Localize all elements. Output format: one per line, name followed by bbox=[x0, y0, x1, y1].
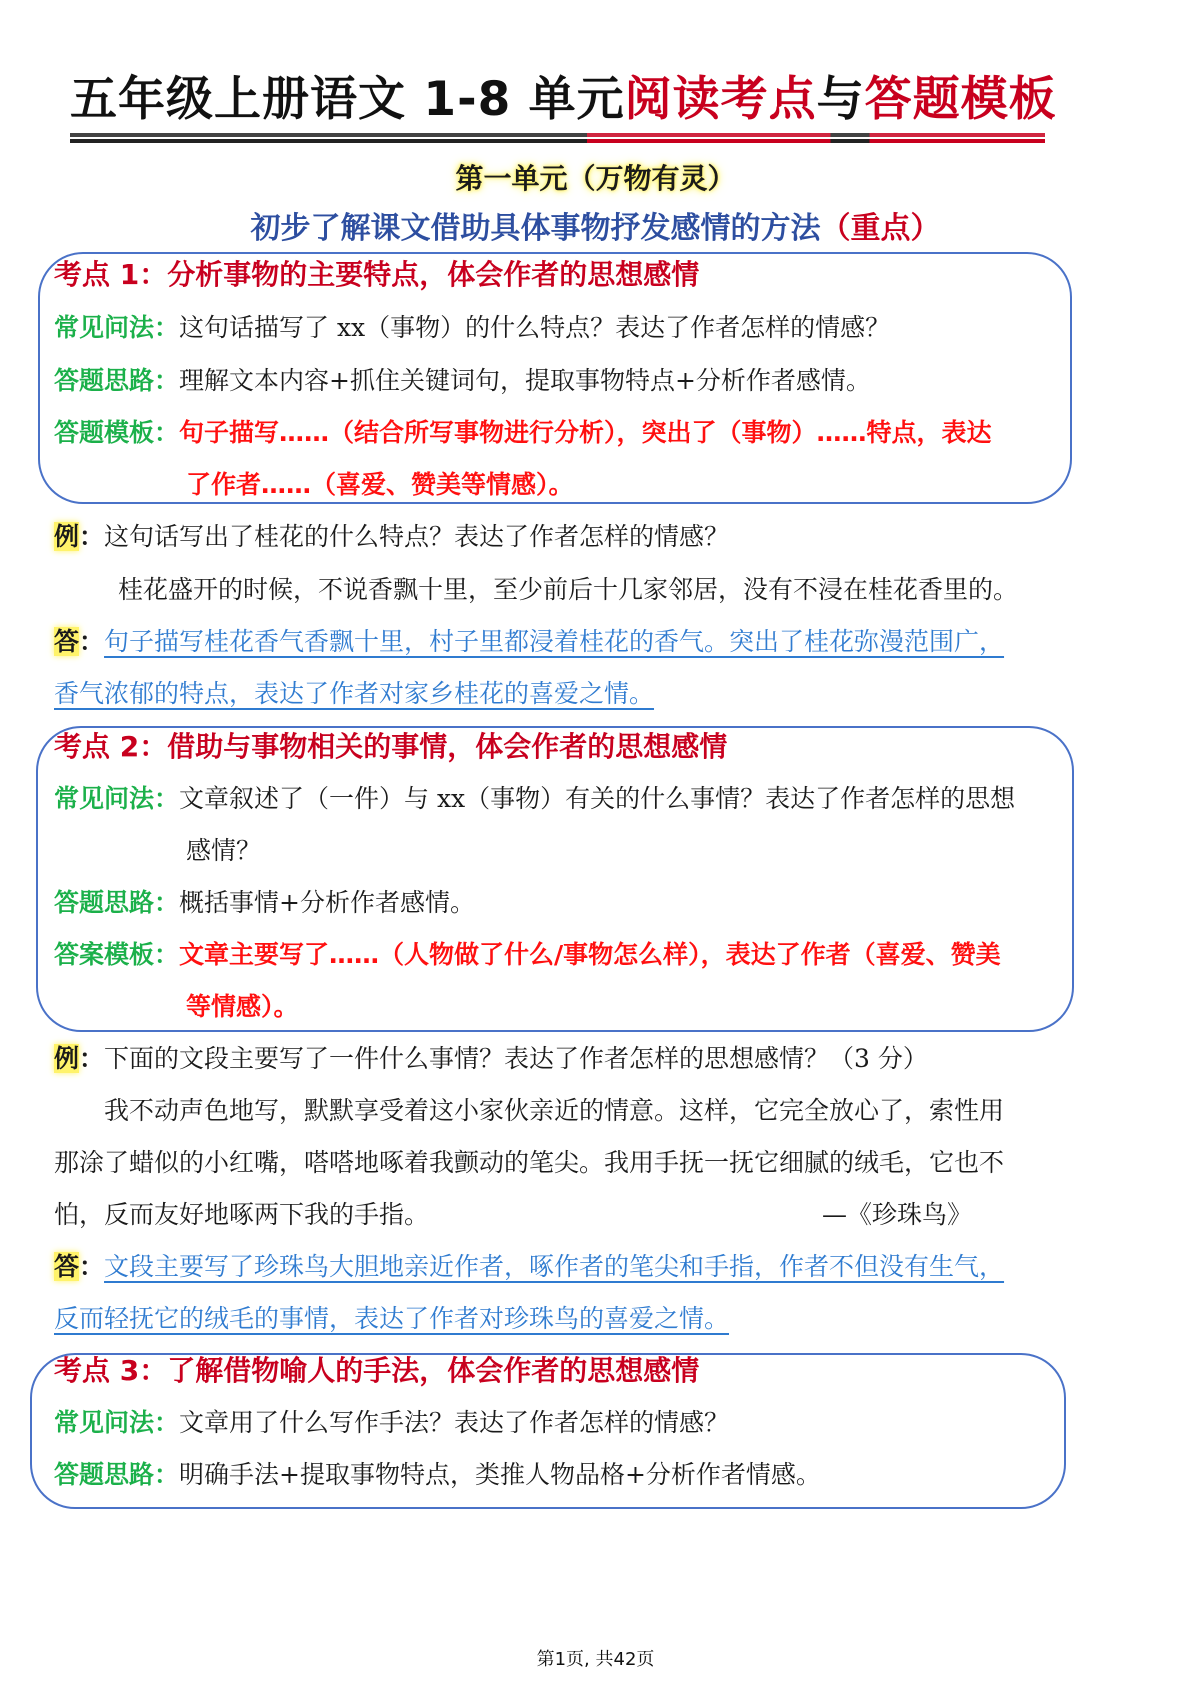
common-q-text-line2: 感情？ bbox=[186, 836, 262, 865]
document-title bbox=[70, 70, 1057, 130]
colon: ： bbox=[79, 1044, 105, 1073]
answer-template-label: 答案模板： bbox=[54, 940, 180, 969]
example-question-text: 下面的文段主要写了一件什么事情？表达了作者怎样的思想感情？（3 分） bbox=[104, 1044, 928, 1073]
page-number: 第1页, 共42页 bbox=[536, 1649, 655, 1670]
example-1-passage: 桂花盛开的时候，不说香飘十里，至少前后十几家邻居，没有不浸在桂花香里的。 bbox=[118, 575, 1019, 604]
answer-text-line1: 文段主要写了珍珠鸟大胆地亲近作者，啄作者的笔尖和手指，作者不但没有生气， bbox=[104, 1252, 1005, 1281]
colon: ： bbox=[79, 627, 105, 656]
example-label: 例 bbox=[54, 522, 80, 551]
colon: ： bbox=[79, 1252, 105, 1281]
example-2-passage-line3: 怕，反而友好地啄两下我的手指。 bbox=[54, 1200, 430, 1229]
template-text-line1: 句子描写……（结合所写事物进行分析），突出了（事物）……特点，表达 bbox=[179, 418, 992, 447]
colon: ： bbox=[79, 522, 105, 551]
unit-focus bbox=[0, 203, 1191, 247]
answer-label: 答 bbox=[54, 1252, 80, 1281]
common-q-text-line1: 文章叙述了（一件）与 xx（事物）有关的什么事情？表达了作者怎样的思想 bbox=[179, 784, 1016, 813]
document-title-block bbox=[70, 70, 1057, 140]
approach-label: 答题思路： bbox=[54, 366, 180, 395]
unit-focus-text: 初步了解课文借助具体事物抒发感情的方法 bbox=[250, 211, 821, 246]
common-q-label: 常见问法： bbox=[54, 1408, 180, 1437]
answer-label: 答 bbox=[54, 627, 80, 656]
kaodian-3-heading: 考点 3：了解借物喻人的手法，体会作者的思想感情 bbox=[54, 1354, 700, 1387]
title-part-reading-points: 阅读考点 bbox=[624, 72, 817, 127]
kaodian-1-approach bbox=[54, 364, 871, 398]
unit-title bbox=[0, 157, 1191, 197]
kaodian-2-box bbox=[36, 726, 1074, 1032]
common-q-label: 常见问法： bbox=[54, 313, 180, 342]
approach-text: 理解文本内容+抓住关键词句，提取事物特点+分析作者感情。 bbox=[179, 366, 871, 395]
title-part-and: 与 bbox=[816, 72, 865, 127]
kaodian-1-template bbox=[54, 416, 992, 450]
approach-label: 答题思路： bbox=[54, 1460, 180, 1489]
title-underline-bottom bbox=[70, 139, 1045, 143]
template-text-line2: 等情感）。 bbox=[186, 992, 299, 1021]
example-2-question bbox=[54, 1042, 928, 1076]
template-label: 答题模板： bbox=[54, 418, 180, 447]
unit-title-text: 第一单元（万物有灵） bbox=[455, 162, 736, 195]
approach-text: 明确手法+提取事物特点，类推人物品格+分析作者情感。 bbox=[179, 1460, 821, 1489]
example-label: 例 bbox=[54, 1044, 80, 1073]
example-2-answer-line1 bbox=[54, 1250, 1004, 1284]
template-text-line1: 文章主要写了……（人物做了什么/事物怎么样），表达了作者（喜爱、赞美 bbox=[179, 940, 1001, 969]
example-1-question bbox=[54, 520, 729, 554]
approach-label: 答题思路： bbox=[54, 888, 180, 917]
kaodian-3-approach bbox=[54, 1458, 821, 1492]
kaodian-2-template bbox=[54, 938, 1001, 972]
kaodian-2-approach bbox=[54, 886, 475, 920]
kaodian-2-common-q bbox=[54, 782, 1015, 816]
example-1-answer-line1 bbox=[54, 625, 1004, 659]
title-part-grade: 五年级上册语文 1-8 单元 bbox=[70, 72, 625, 127]
unit-focus-key: （重点） bbox=[820, 211, 941, 246]
common-q-text: 这句话描写了 xx（事物）的什么特点？表达了作者怎样的情感？ bbox=[179, 313, 891, 342]
kaodian-1-common-q bbox=[54, 311, 890, 345]
example-2-source: —《珍珠鸟》 bbox=[822, 1200, 973, 1229]
template-text-line2: 了作者……（喜爱、赞美等情感）。 bbox=[186, 470, 574, 499]
kaodian-3-common-q bbox=[54, 1406, 729, 1440]
answer-text-line1: 句子描写桂花香气香飘十里，村子里都浸着桂花的香气。突出了桂花弥漫范围广， bbox=[104, 627, 1005, 656]
title-part-answer-templates: 答题模板 bbox=[864, 72, 1057, 127]
kaodian-1-heading: 考点 1：分析事物的主要特点，体会作者的思想感情 bbox=[54, 258, 700, 291]
example-question-text: 这句话写出了桂花的什么特点？表达了作者怎样的情感？ bbox=[104, 522, 730, 551]
example-2-passage-line2: 那涂了蜡似的小红嘴，嗒嗒地啄着我颤动的笔尖。我用手抚一抚它细腻的绒毛，它也不 bbox=[54, 1148, 1005, 1177]
title-underline-top bbox=[70, 133, 1045, 137]
approach-text: 概括事情+分析作者感情。 bbox=[179, 888, 475, 917]
example-2-answer-line2: 反而轻抚它的绒毛的事情，表达了作者对珍珠鸟的喜爱之情。 bbox=[54, 1304, 730, 1333]
example-2-passage-line1: 我不动声色地写，默默享受着这小家伙亲近的情意。这样，它完全放心了，索性用 bbox=[104, 1096, 1005, 1125]
example-1-answer-line2: 香气浓郁的特点，表达了作者对家乡桂花的喜爱之情。 bbox=[54, 679, 655, 708]
kaodian-2-heading: 考点 2：借助与事物相关的事情，体会作者的思想感情 bbox=[54, 730, 728, 763]
common-q-label: 常见问法： bbox=[54, 784, 180, 813]
common-q-text: 文章用了什么写作手法？表达了作者怎样的情感？ bbox=[179, 1408, 730, 1437]
